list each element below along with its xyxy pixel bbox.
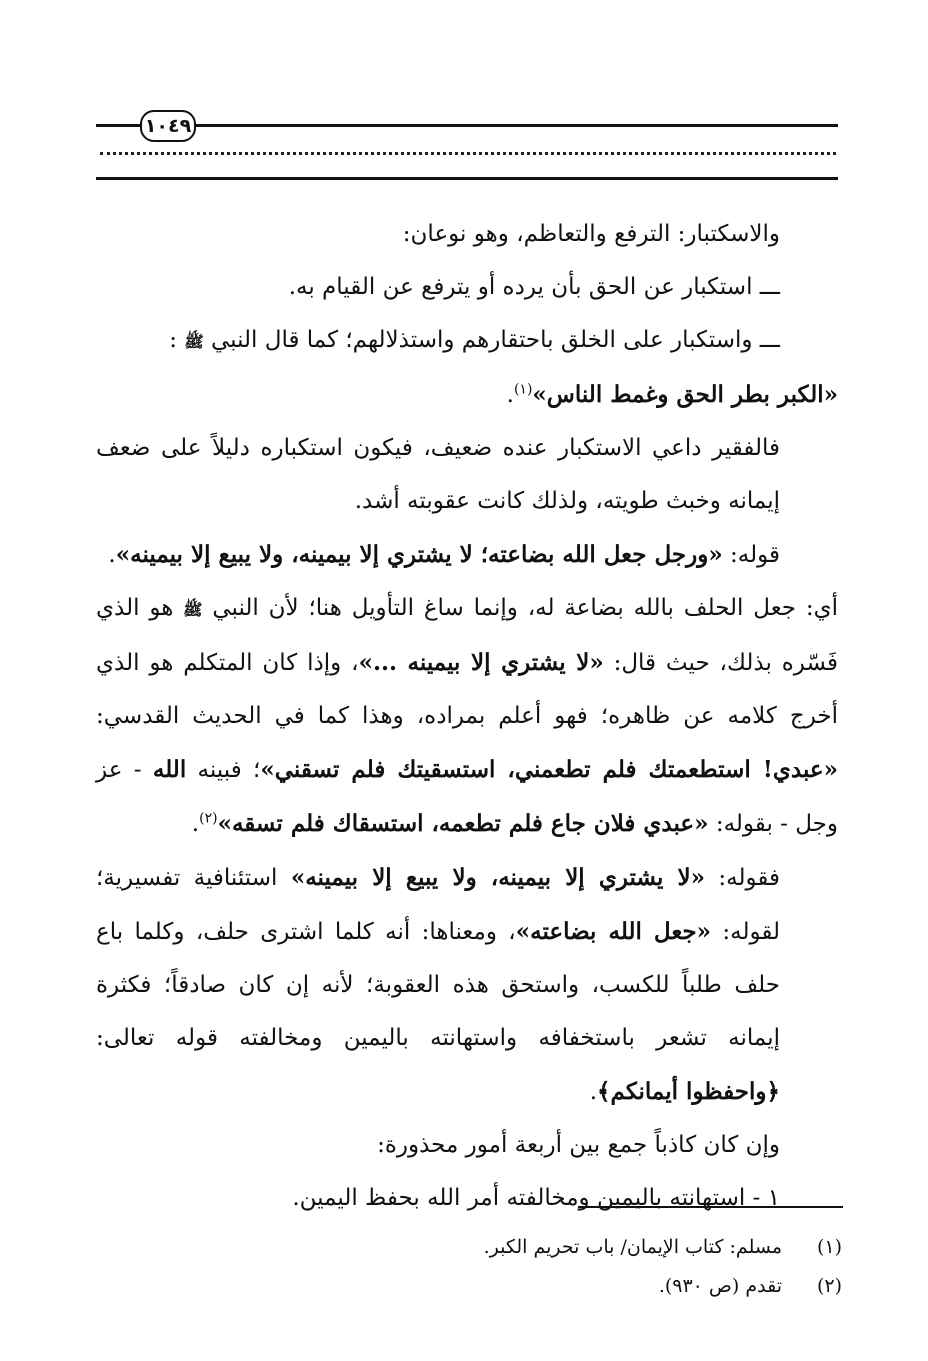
page-number: ١٠٤٩ bbox=[140, 110, 196, 142]
hadith-end: . bbox=[506, 382, 514, 408]
explanation-a: أي: جعل الحلف بالله بضاعة له، وإنما ساغ التأويل هنا؛ لأن النبي bbox=[202, 595, 838, 621]
faqawluhu-quote-2: «جعل الله بضاعته» bbox=[515, 918, 712, 945]
faqawluhu-a: فقوله: bbox=[704, 865, 781, 891]
paragraph-type-two bbox=[96, 314, 838, 368]
qawluhu-quote: «ورجل جعل الله بضاعته؛ لا يشتري إلا بيمينه، ولا يبيع إلا بيمينه» bbox=[115, 541, 723, 568]
paragraph-definition: والاسكتبار: الترفع والتعاظم، وهو نوعان: bbox=[402, 221, 780, 247]
explanation-quote-1: «لا يشتري إلا بيمينه ...» bbox=[358, 649, 604, 676]
faqawluhu-quote-1: «لا يشتري إلا بيمينه، ولا يبيع إلا بيمينه» bbox=[290, 864, 705, 891]
paragraph-type-two-end: : bbox=[169, 327, 185, 353]
main-text bbox=[96, 208, 838, 1225]
explanation-end: . bbox=[191, 811, 200, 837]
explanation-quote-2: «عبدي! استطعمتك فلم تطعمني، استسقيتك فلم تسقني» bbox=[260, 756, 838, 783]
hadith-quote: «الكبر بطر الحق وغمط الناس» bbox=[532, 381, 838, 408]
salutation-glyph: ﷺ bbox=[184, 332, 204, 351]
list-item-1: ١ - استهانته باليمين ومخالفته أمر الله بحفظ اليمين. bbox=[292, 1185, 780, 1211]
footnote-text: تقدم (ص ٩٣٠). bbox=[658, 1275, 782, 1297]
footnote-text: مسلم: كتاب الإيمان/ باب تحريم الكبر. bbox=[483, 1236, 782, 1258]
paragraph-faqir: فالفقير داعي الاستكبار عنده ضعيف، فيكون استكباره دليلاً على ضعف إيمانه وخبث طويته، ولذلك كانت عقوبته أشد. bbox=[96, 435, 780, 514]
paragraph-explanation bbox=[96, 582, 838, 851]
header-bottom-rule bbox=[96, 177, 838, 180]
footnote-ref-1: (١) bbox=[513, 381, 533, 398]
footnote-1 bbox=[96, 1228, 842, 1267]
paragraph-faqawluhu bbox=[96, 851, 838, 1119]
explanation-c: ، وإذا كان المتكلم هو الذي أخرج كلامه عن ظاهره؛ فهو أعلم بمراده، وهذا كما في الحديث القدسي: bbox=[96, 650, 838, 729]
faqawluhu-c: ، ومعناها: أنه كلما اشترى حلف، وكلما باع حلف طلباً للكسب، واستحق هذه العقوبة؛ لأنه إن كان صادقاً؛ فكثرة إيمانه تشعر باستخفافه واستهانته باليمين ومخالفته قوله تعالى: bbox=[96, 919, 780, 1051]
explanation-d: ؛ فبينه bbox=[186, 757, 261, 783]
footnote-number: (٢) bbox=[816, 1275, 842, 1297]
paragraph-qawluhu bbox=[96, 528, 838, 582]
explanation-quote-3: «عبدي فلان جاع فلم تطعمه، استسقاك فلم تسقه» bbox=[217, 810, 709, 837]
header-top-rule bbox=[96, 124, 838, 127]
footnote-number: (١) bbox=[816, 1236, 842, 1258]
footnote-2 bbox=[96, 1267, 842, 1306]
paragraph-type-two-text: ـــ واستكبار على الخلق باحتقارهم واستذلالهم؛ كما قال النبي bbox=[203, 327, 780, 353]
quran-verse: ﴿واحفظوا أيمانكم﴾ bbox=[597, 1078, 780, 1105]
explanation-b: هو الذي فَسّره بذلك، حيث قال: bbox=[96, 595, 838, 676]
salutation-glyph: ﷺ bbox=[183, 600, 203, 619]
faqawluhu-b: استئنافية تفسيرية؛ لقوله: bbox=[96, 865, 780, 945]
paragraph-kadhib: وإن كان كاذباً جمع بين أربعة أمور محذورة: bbox=[377, 1132, 780, 1158]
explanation-e: - عز وجل - بقوله: bbox=[96, 757, 838, 837]
paragraph-type-one: ـــ استكبار عن الحق بأن يرده أو يترفع عن القيام به. bbox=[288, 274, 780, 300]
qawluhu-lead: قوله: bbox=[722, 542, 780, 568]
header-dotted-rule bbox=[100, 152, 836, 155]
footnotes bbox=[96, 1228, 842, 1306]
qawluhu-end: . bbox=[108, 542, 116, 568]
faqawluhu-end: . bbox=[589, 1079, 598, 1105]
footnote-separator bbox=[578, 1206, 843, 1208]
footnote-ref-2: (٢) bbox=[199, 810, 218, 827]
paragraph-hadith-kibr bbox=[96, 368, 838, 422]
explanation-allah: الله bbox=[152, 756, 187, 783]
